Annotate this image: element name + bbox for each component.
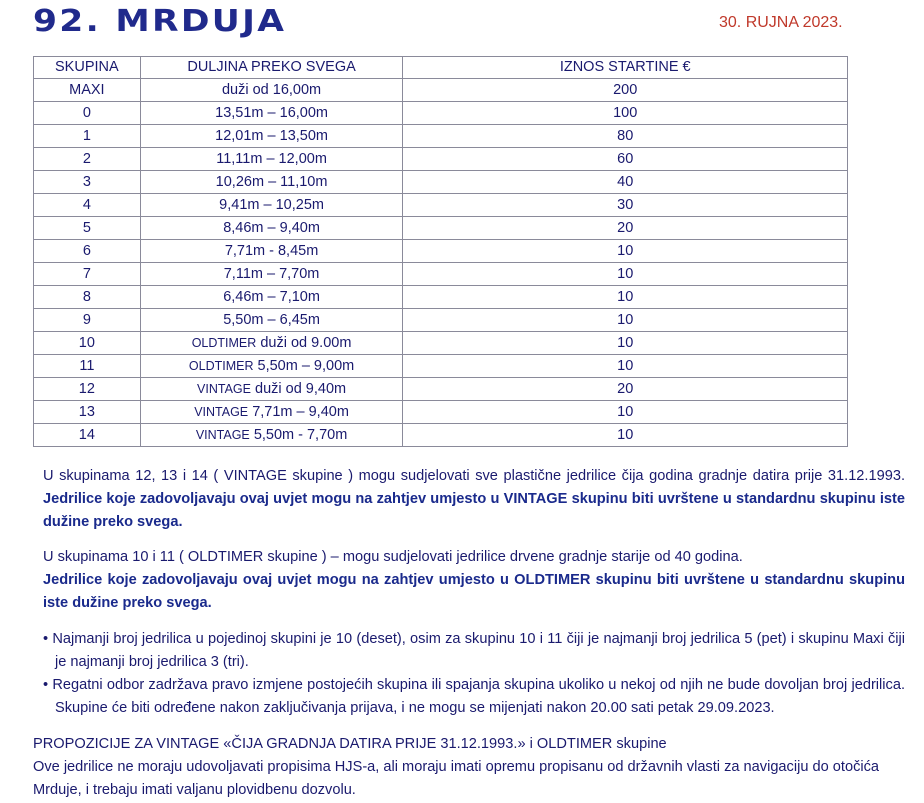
table-row bbox=[34, 194, 848, 217]
cell-length bbox=[140, 401, 403, 424]
table-row bbox=[34, 401, 848, 424]
cell-length bbox=[140, 148, 403, 171]
length-prefix: VINTAGE bbox=[197, 382, 251, 396]
cell-length bbox=[140, 263, 403, 286]
length-value: 5,50m - 7,70m bbox=[253, 427, 348, 443]
length-value: 11,11m – 12,00m bbox=[216, 151, 327, 167]
length-value: 7,11m – 7,70m bbox=[223, 266, 320, 282]
header-fee: IZNOS STARTINE € bbox=[403, 57, 848, 79]
table-row bbox=[34, 217, 848, 240]
cell-length bbox=[140, 171, 403, 194]
list-item: • Regatni odbor zadržava pravo izmjene postojećih skupina ili spajanja skupina ukoliko u nekoj od njih ne bude dovoljan broj jedrilica. Skupine će biti određene nakon zaključivanja prijava, i ne mogu se mijenjati nakon 20.00 sati petak 29.09.2023. bbox=[43, 677, 905, 716]
cell-fee: 40 bbox=[403, 171, 848, 194]
length-value: duži od 16,00m bbox=[221, 82, 322, 98]
length-prefix: VINTAGE bbox=[194, 405, 249, 419]
cell-length bbox=[140, 355, 403, 378]
cell-length bbox=[140, 378, 403, 401]
length-value: 5,50m – 6,45m bbox=[223, 312, 320, 328]
cell-length bbox=[140, 194, 403, 217]
cell-fee: 10 bbox=[403, 263, 848, 286]
paragraph-oldtimer bbox=[43, 546, 905, 615]
cell-length bbox=[140, 102, 403, 125]
length-value: 6,46m – 7,10m bbox=[223, 289, 320, 305]
cell-fee: 200 bbox=[403, 79, 848, 102]
table-row bbox=[34, 309, 848, 332]
cell-group: 6 bbox=[34, 240, 141, 263]
paragraph-oldtimer-text: U skupinama 10 i 11 ( OLDTIMER skupine ) – mogu sudjelovati jedrilice drvene gradnje starije od 40 godina. bbox=[43, 549, 743, 565]
cell-fee: 10 bbox=[403, 309, 848, 332]
cell-group: MAXI bbox=[34, 79, 141, 102]
event-date: 30. RUJNA 2023. bbox=[719, 14, 843, 31]
cell-length bbox=[140, 309, 403, 332]
rules-list bbox=[43, 628, 905, 720]
paragraph-vintage bbox=[43, 465, 905, 534]
cell-length bbox=[140, 79, 403, 102]
footer-heading: PROPOZICIJE ZA VINTAGE «ČIJA GRADNJA DATIRA PRIJE 31.12.1993.» i OLDTIMER skupine bbox=[33, 736, 667, 752]
table-body bbox=[34, 79, 848, 447]
length-value: 9,41m – 10,25m bbox=[219, 197, 324, 213]
cell-group: 2 bbox=[34, 148, 141, 171]
length-value: 5,50m – 9,00m bbox=[257, 358, 355, 374]
cell-group: 3 bbox=[34, 171, 141, 194]
table-row bbox=[34, 102, 848, 125]
length-prefix: OLDTIMER bbox=[188, 359, 254, 373]
length-value: 8,46m – 9,40m bbox=[223, 220, 320, 236]
length-value: 12,01m – 13,50m bbox=[215, 128, 328, 144]
table-row bbox=[34, 424, 848, 447]
cell-group: 4 bbox=[34, 194, 141, 217]
list-item: • Najmanji broj jedrilica u pojedinoj skupini je 10 (deset), osim za skupinu 10 i 11 čiji je najmanji broj jedrilica 5 (pet) i skupinu Maxi čiji je najmanji broj jedrilica 3 (tri). bbox=[43, 631, 905, 670]
cell-group: 8 bbox=[34, 286, 141, 309]
cell-fee: 60 bbox=[403, 148, 848, 171]
paragraph-vintage-text: U skupinama 12, 13 i 14 ( VINTAGE skupine ) mogu sudjelovati sve plastične jedrilice čija godina gradnje datira prije 31.12.1993. bbox=[43, 468, 905, 484]
cell-group: 13 bbox=[34, 401, 141, 424]
cell-fee: 10 bbox=[403, 332, 848, 355]
paragraph-oldtimer-bold: Jedrilice koje zadovoljavaju ovaj uvjet mogu na zahtjev umjesto u OLDTIMER skupinu biti uvrštene u standardnu skupinu iste dužine preko svega. bbox=[43, 572, 905, 611]
paragraph-vintage-bold: Jedrilice koje zadovoljavaju ovaj uvjet mogu na zahtjev umjesto u VINTAGE skupinu biti uvrštene u standardnu skupinu iste dužine preko svega. bbox=[43, 491, 905, 530]
cell-group: 11 bbox=[34, 355, 141, 378]
cell-length bbox=[140, 332, 403, 355]
cell-fee: 30 bbox=[403, 194, 848, 217]
length-value: duži od 9,40m bbox=[255, 381, 347, 397]
length-value: 13,51m – 16,00m bbox=[215, 105, 328, 121]
header-length: DULJINA PREKO SVEGA bbox=[140, 57, 403, 79]
header-group: SKUPINA bbox=[34, 57, 141, 79]
cell-group: 7 bbox=[34, 263, 141, 286]
table-row bbox=[34, 79, 848, 102]
cell-fee: 10 bbox=[403, 355, 848, 378]
length-prefix: VINTAGE bbox=[195, 428, 250, 442]
table-row bbox=[34, 332, 848, 355]
length-value: 10,26m – 11,10m bbox=[215, 174, 328, 190]
cell-fee: 20 bbox=[403, 217, 848, 240]
cell-fee: 10 bbox=[403, 240, 848, 263]
footer-body: Ove jedrilice ne moraju udovoljavati propisima HJS-a, ali moraju imati opremu propisanu od državnih vlasti za navigaciju do otočića Mrduje, i trebaju imati valjanu plovidbenu dozvolu. bbox=[33, 759, 880, 798]
cell-fee: 80 bbox=[403, 125, 848, 148]
table-row bbox=[34, 286, 848, 309]
cell-length bbox=[140, 286, 403, 309]
cell-group: 0 bbox=[34, 102, 141, 125]
cell-length bbox=[140, 424, 403, 447]
cell-group: 1 bbox=[34, 125, 141, 148]
cell-length bbox=[140, 125, 403, 148]
cell-group: 12 bbox=[34, 378, 141, 401]
table-row bbox=[34, 125, 848, 148]
cell-fee: 100 bbox=[403, 102, 848, 125]
cell-group: 5 bbox=[34, 217, 141, 240]
cell-length bbox=[140, 240, 403, 263]
cell-group: 9 bbox=[34, 309, 141, 332]
length-prefix: OLDTIMER bbox=[191, 336, 257, 350]
length-value: duži od 9.00m bbox=[260, 335, 352, 351]
table-row bbox=[34, 263, 848, 286]
table-header-row bbox=[34, 57, 848, 79]
groups-table bbox=[33, 56, 848, 447]
cell-group: 14 bbox=[34, 424, 141, 447]
table-row bbox=[34, 240, 848, 263]
cell-fee: 10 bbox=[403, 286, 848, 309]
cell-fee: 20 bbox=[403, 378, 848, 401]
table-row bbox=[34, 355, 848, 378]
table-row bbox=[34, 148, 848, 171]
footer-section bbox=[33, 733, 903, 802]
cell-fee: 10 bbox=[403, 424, 848, 447]
table-row bbox=[34, 378, 848, 401]
cell-fee: 10 bbox=[403, 401, 848, 424]
page-title: 92. MRDUJA bbox=[33, 4, 287, 39]
cell-group: 10 bbox=[34, 332, 141, 355]
length-value: 7,71m – 9,40m bbox=[252, 404, 349, 420]
cell-length bbox=[140, 217, 403, 240]
length-value: 7,71m - 8,45m bbox=[224, 243, 319, 259]
table-row bbox=[34, 171, 848, 194]
